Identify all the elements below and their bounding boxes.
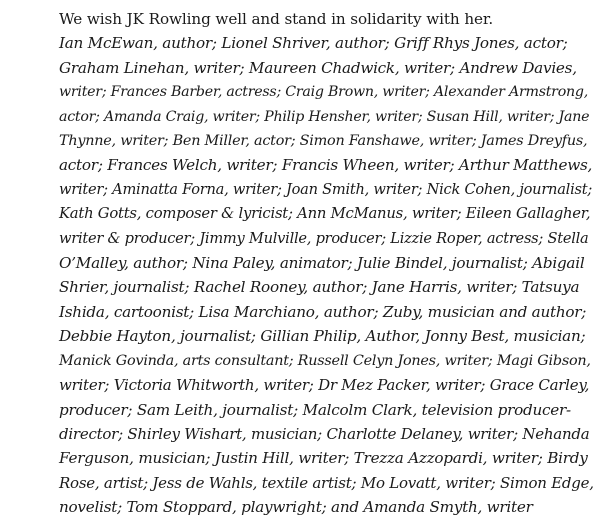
signatory-line: Thynne, writer; Ben Miller, actor; Simon Fanshawe, writer; James Dreyfus, [59, 133, 588, 150]
signatory-line: Shrier, journalist; Rachel Rooney, author; Jane Harris, writer; Tatsuya [59, 278, 580, 297]
lead-sentence: We wish JK Rowling well and stand in solidarity with her. [59, 10, 494, 28]
signatory-line: Graham Linehan, writer; Maureen Chadwick, writer; Andrew Davies, [59, 58, 577, 77]
signatory-line: Ferguson, musician; Justin Hill, writer; Trezza Azzopardi, writer; Birdy [59, 449, 588, 468]
signatory-line: writer; Frances Barber, actress; Craig Brown, writer; Alexander Armstrong, [59, 84, 588, 101]
signatory-line: writer; Aminatta Forna, writer; Joan Smith, writer; Nick Cohen, journalist; [59, 180, 593, 198]
signatory-line: O’Malley, author; Nina Paley, animator; Julie Bindel, journalist; Abigail [59, 254, 585, 273]
signatory-line: writer; Victoria Whitworth, writer; Dr Mez Packer, writer; Grace Carley, [59, 376, 590, 395]
signatory-line: producer; Sam Leith, journalist; Malcolm Clark, television producer- [59, 400, 571, 419]
signatory-line: actor; Frances Welch, writer; Francis Wheen, writer; Arthur Matthews, [59, 156, 593, 175]
signatory-line: Debbie Hayton, journalist; Gillian Philip, Author, Jonny Best, musician; [59, 327, 586, 346]
signatory-list [59, 31, 594, 519]
signatory-line: Ian McEwan, author; Lionel Shriver, author; Griff Rhys Jones, actor; [59, 34, 568, 53]
signatory-line: novelist; Tom Stoppard, playwright; and Amanda Smyth, writer [59, 498, 533, 517]
signatory-line: actor; Amanda Craig, writer; Philip Hensher, writer; Susan Hill, writer; Jane [59, 108, 590, 125]
signatory-line: director; Shirley Wishart, musician; Charlotte Delaney, writer; Nehanda [59, 424, 590, 443]
signatory-line: Rose, artist; Jess de Wahls, textile artist; Mo Lovatt, writer; Simon Edge, [59, 473, 594, 492]
letter-excerpt [59, 7, 594, 520]
signatory-line: Ishida, cartoonist; Lisa Marchiano, author; Zuby, musician and author; [59, 302, 587, 321]
signatory-line: Manick Govinda, arts consultant; Russell Celyn Jones, writer; Magi Gibson, [59, 352, 591, 369]
signatory-line: Kath Gotts, composer & lyricist; Ann McManus, writer; Eileen Gallagher, [59, 205, 591, 223]
signatory-line: writer & producer; Jimmy Mulville, producer; Lizzie Roper, actress; Stella [59, 229, 589, 247]
